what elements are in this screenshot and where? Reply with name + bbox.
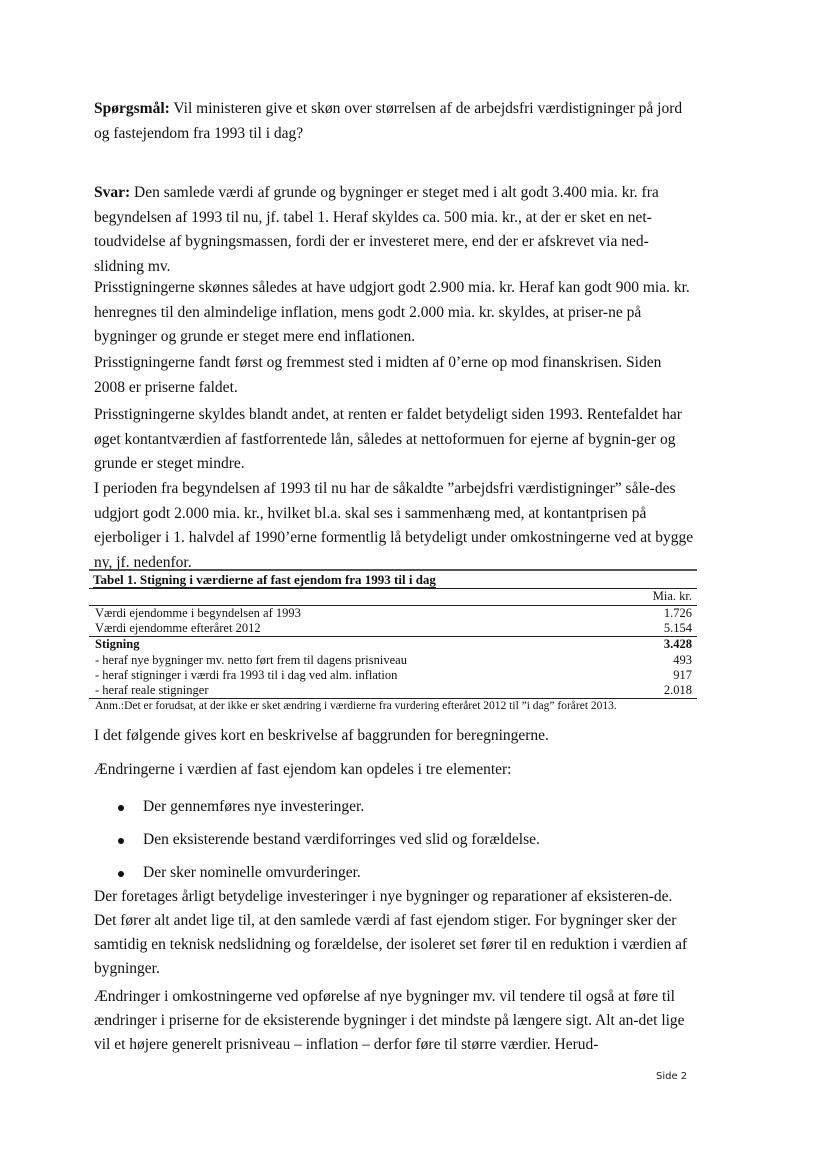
answer-paragraph [94, 181, 694, 279]
table-row [89, 621, 697, 637]
paragraph-timing: Prisstigningerne fandt først og fremmest sted i midten af 0’erne op mod finanskrisen. Siden 2008 er priserne faldet. [94, 354, 662, 396]
paragraph-interest-rate: Prisstigningerne skyldes blandt andet, at renten er faldet betydeligt siden 1993. Rentefaldet har øget kontantværdien af fastforrentede lån, således at nettoformuen for ejerne af bygnin-ger og grunde er steget mindre. [94, 406, 682, 472]
paragraph-price-increases: Prisstigningerne skønnes således at have udgjort godt 2.900 mia. kr. Heraf kan godt 900 mia. kr. henregnes til den almindelige inflation, mens godt 2.000 mia. kr. skyldes, at priser-ne på bygninger og grunde er steget mere end inflationen. [94, 279, 690, 345]
paragraph-investments: Der foretages årligt betydelige investeringer i nye bygninger og reparationer af eksisteren-de. Det fører alt andet lige til, at den samlede værdi af fast ejendom stiger. For bygninger sker der samtidig en teknisk nedslidning og forældelse, der isoleret set fører til en reduktion i værdien af bygninger. [94, 888, 688, 977]
table-row-value: 1.726 [663, 606, 692, 620]
table-row [89, 653, 697, 668]
list-item: Den eksisterende bestand værdiforringes ved slid og forældelse. [118, 828, 540, 861]
table-title: Tabel 1. Stigning i værdierne af fast ejendom fra 1993 til i dag [89, 569, 697, 589]
table-row-label: Værdi ejendomme efteråret 2012 [95, 621, 261, 636]
question-label: Spørgsmål: [94, 100, 170, 117]
paragraph-workfree-gains: I perioden fra begyndelsen af 1993 til nu har de såkaldte ”arbejdsfri værdistigninger” såle-des udgjort godt 2.000 mia. kr., hvilket bl.a. skal ses i sammenhæng med, at kontantprisen på ejerboliger i 1. halvdel af 1990’erne formentlig lå betydeligt under omkostningerne ved at bygge ny, jf. nedenfor. [94, 480, 694, 571]
table-row [89, 683, 697, 698]
table-row-value: 5.154 [663, 621, 692, 636]
table-unit-header: Mia. kr. [652, 589, 692, 603]
table-1 [89, 569, 697, 714]
list-item: Der sker nominelle omvurderinger. [118, 861, 540, 894]
list-item: Der gennemføres nye investeringer. [118, 795, 540, 828]
table-row-label: - heraf reale stigninger [95, 682, 209, 697]
answer-label: Svar: [94, 184, 131, 201]
table-row-label: Stigning [95, 637, 140, 652]
table-row-label: Værdi ejendomme i begyndelsen af 1993 [95, 606, 301, 620]
table-row-value: 2.018 [663, 682, 692, 697]
question-paragraph [94, 97, 694, 146]
paragraph-intro-background: I det følgende gives kort en beskrivelse af baggrunden for beregningerne. [94, 727, 549, 744]
bullet-icon [118, 871, 124, 877]
paragraph-elements-intro: Ændringerne i værdien af fast ejendom kan opdeles i tre elementer: [94, 761, 512, 778]
table-row-label: - heraf nye bygninger mv. netto ført frem til dagens prisniveau [95, 652, 407, 667]
answer-text: Den samlede værdi af grunde og bygninger er steget med i alt godt 3.400 mia. kr. fra begyndelsen af 1993 til nu, jf. tabel 1. Heraf skyldes ca. 500 mia. kr., at der er sket en net-toudvidelse af bygningsmassen, fordi der er investeret mere, end der er afskrevet via ned-slidning mv. [94, 184, 659, 275]
page-number: Side 2 [656, 1071, 688, 1082]
bullet-icon [118, 838, 124, 844]
table-row-label: - heraf stigninger i værdi fra 1993 til i dag ved alm. inflation [95, 667, 398, 682]
table-row [89, 668, 697, 683]
bullet-icon [118, 805, 124, 811]
table-row-value: 917 [673, 667, 692, 682]
table-row [89, 606, 697, 621]
table-row-total [89, 637, 697, 652]
elements-list [118, 795, 540, 894]
paragraph-cost-changes: Ændringer i omkostningerne ved opførelse af nye bygninger mv. vil tendere til også at føre til ændringer i priserne for de eksisterende bygninger i det mindste på længere sigt. Alt an-det lige vil et højere generelt prisniveau – inflation – derfor føre til større værdier. Herud- [94, 988, 685, 1053]
table-note: Anm.:Det er forudsat, at der ikke er sket ændring i værdierne fra vurdering efteråret 2012 til ”i dag” foråret 2013. [89, 698, 697, 714]
question-text: Vil ministeren give et skøn over størrelsen af de arbejdsfri værdistigninger på jord og fastejendom fra 1993 til i dag? [94, 100, 683, 142]
table-row-value: 493 [673, 652, 692, 667]
table-header-row [89, 589, 697, 606]
table-row-value: 3.428 [663, 637, 692, 652]
